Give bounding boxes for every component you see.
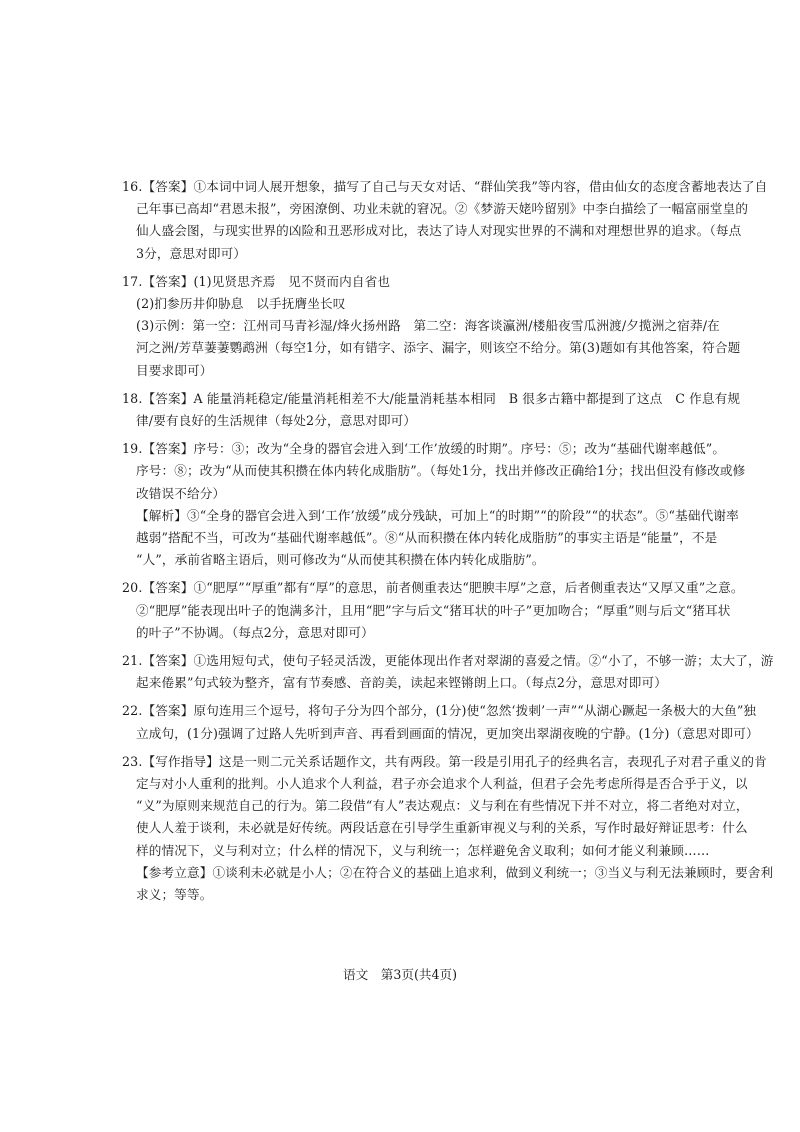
answer-line: 河之洲/芳草萋萋鹦鹉洲（每空1分，如有错字、添字、漏字，则该空不给分。第(3)题如有其他答案，符合题: [136, 340, 741, 356]
answer-line: (2)扪参历井仰胁息 以手抚膺坐长叹: [136, 296, 346, 312]
answer-line: 目要求即可）: [136, 362, 213, 378]
answer-line: 定与对小人重利的批判。小人追求个人利益，君子亦会追求个人利益，但君子会先考虑所得是否合乎于义，以: [136, 776, 748, 792]
answer-line: 越弱”搭配不当，可改为“基础代谢率越低”。⑧“从而积攒在体内转化成脂肪”的事实主语是“能量”，不是: [136, 530, 718, 546]
answer-line: 16.【答案】①本词中词人展开想象，描写了自己与天女对话、“群仙笑我”等内容，借由仙女的态度含蓄地表达了自: [122, 179, 768, 194]
answer-line: 律/要有良好的生活规律（每处2分，意思对即可）: [136, 413, 417, 429]
page-footer: 语文 第3页(共4页): [342, 967, 457, 982]
answer-item-q16: [122, 176, 768, 265]
answer-line: 19.【答案】序号：③；改为“全身的器官会进入到‘工作’放缓的时期”。序号：⑤；改为“基础代谢率越低”。: [122, 441, 726, 457]
answer-line: 改错误不给分）: [136, 485, 226, 501]
answer-line: 23.【写作指导】这是一则二元关系话题作文，共有两段。第一段是引用孔子的经典名言，表现孔子对君子重义的肯: [122, 753, 767, 769]
answer-item-q18: [122, 388, 741, 432]
answer-line: 求义；等等。: [136, 887, 213, 903]
answer-line: 的叶子”不协调。（每点2分，意思对即可）: [136, 624, 374, 640]
answer-line: 21.【答案】①选用短句式，使句子轻灵活泼，更能体现出作者对翠湖的喜爱之情。②“小了，不够一游；太大了，游: [122, 653, 774, 669]
answer-line: 样的情况下，义与利对立；什么样的情况下，义与利统一；怎样避免舍义取利；如何才能义利兼顾……: [136, 842, 710, 858]
answer-line: 【解析】③“全身的器官会进入到‘工作’放缓”成分残缺，可加上“的时期”“的阶段”“的状态”。⑤“基础代谢率: [136, 507, 739, 523]
answer-item-q19: [122, 438, 746, 571]
answer-item-q22: [122, 700, 759, 744]
answer-content: [122, 176, 774, 912]
answer-line: 17.【答案】(1)见贤思齐焉 见不贤而内自省也: [122, 273, 391, 289]
answer-line: 【参考立意】①谈利未必就是小人；②在符合义的基础上追求利，做到义利统一；③当义与利无法兼顾时，要舍利: [136, 864, 774, 880]
answer-line: 20.【答案】①“肥厚”“厚重”都有“厚”的意思，前者侧重表达“肥腴丰厚”之意，后者侧重表达“又厚又重”之意。: [122, 580, 744, 596]
answer-item-q20: [122, 577, 744, 644]
answer-line: 己年事已高却“君恩未报”，旁困潦倒、功业未就的窘况。②《梦游天姥吟留别》中李白描绘了一幅富丽堂皇的: [136, 201, 749, 217]
answer-line: ②“肥厚”能表现出叶子的饱满多汁，且用“肥”字与后文“猪耳状的叶子”更加吻合；“厚重”则与后文“猪耳状: [136, 602, 731, 618]
answer-item-q17: [122, 271, 741, 382]
answer-line: 使人人羞于谈利，未必就是好传统。两段话意在引导学生重新审视义与利的关系，写作时最好辩证思考：什么: [136, 820, 748, 836]
answer-line: “义”为原则来规范自己的行为。第二段借“有人”表达观点：义与利在有些情况下并不对立，将二者绝对对立，: [136, 798, 749, 814]
answer-line: 起来倦累”句式较为整齐，富有节奏感、音韵美，读起来铿锵朗上口。（每点2分，意思对即可）: [136, 675, 667, 691]
answer-line: 3分，意思对即可）: [136, 245, 247, 261]
answer-line: (3)示例：第一空：江州司马青衫湿/烽火扬州路 第二空：海客谈瀛洲/楼船夜雪瓜洲渡/夕揽洲之宿莽/在: [136, 318, 720, 334]
answer-item-q23: [122, 751, 774, 906]
answer-line: 18.【答案】A 能量消耗稳定/能量消耗相差不大/能量消耗基本相同 B 很多古籍中都提到了这点 C 作息有规: [122, 390, 741, 406]
answer-line: 立成句，(1分)强调了过路人先听到声音、再看到画面的情况，更加突出翠湖夜晚的宁静。(1分)（意思对即可）: [136, 725, 759, 741]
answer-item-q21: [122, 650, 774, 694]
answer-line: “人”，承前省略主语后，则可修改为“从而使其积攒在体内转化成脂肪”。: [136, 552, 545, 568]
answer-line: 仙人盛会图，与现实世界的凶险和丑恶形成对比，表达了诗人对现实世界的不满和对理想世界的追求。（每点: [136, 223, 742, 239]
answer-line: 序号：⑧；改为“从而使其积攒在体内转化成脂肪”。（每处1分，找出并修改正确给1分；找出但没有修改或修: [136, 463, 746, 479]
answer-line: 22.【答案】原句连用三个逗号，将句子分为四个部分，(1分)使“忽然‘拨刺’一声”“从湖心蹶起一条极大的大鱼”独: [122, 703, 757, 719]
